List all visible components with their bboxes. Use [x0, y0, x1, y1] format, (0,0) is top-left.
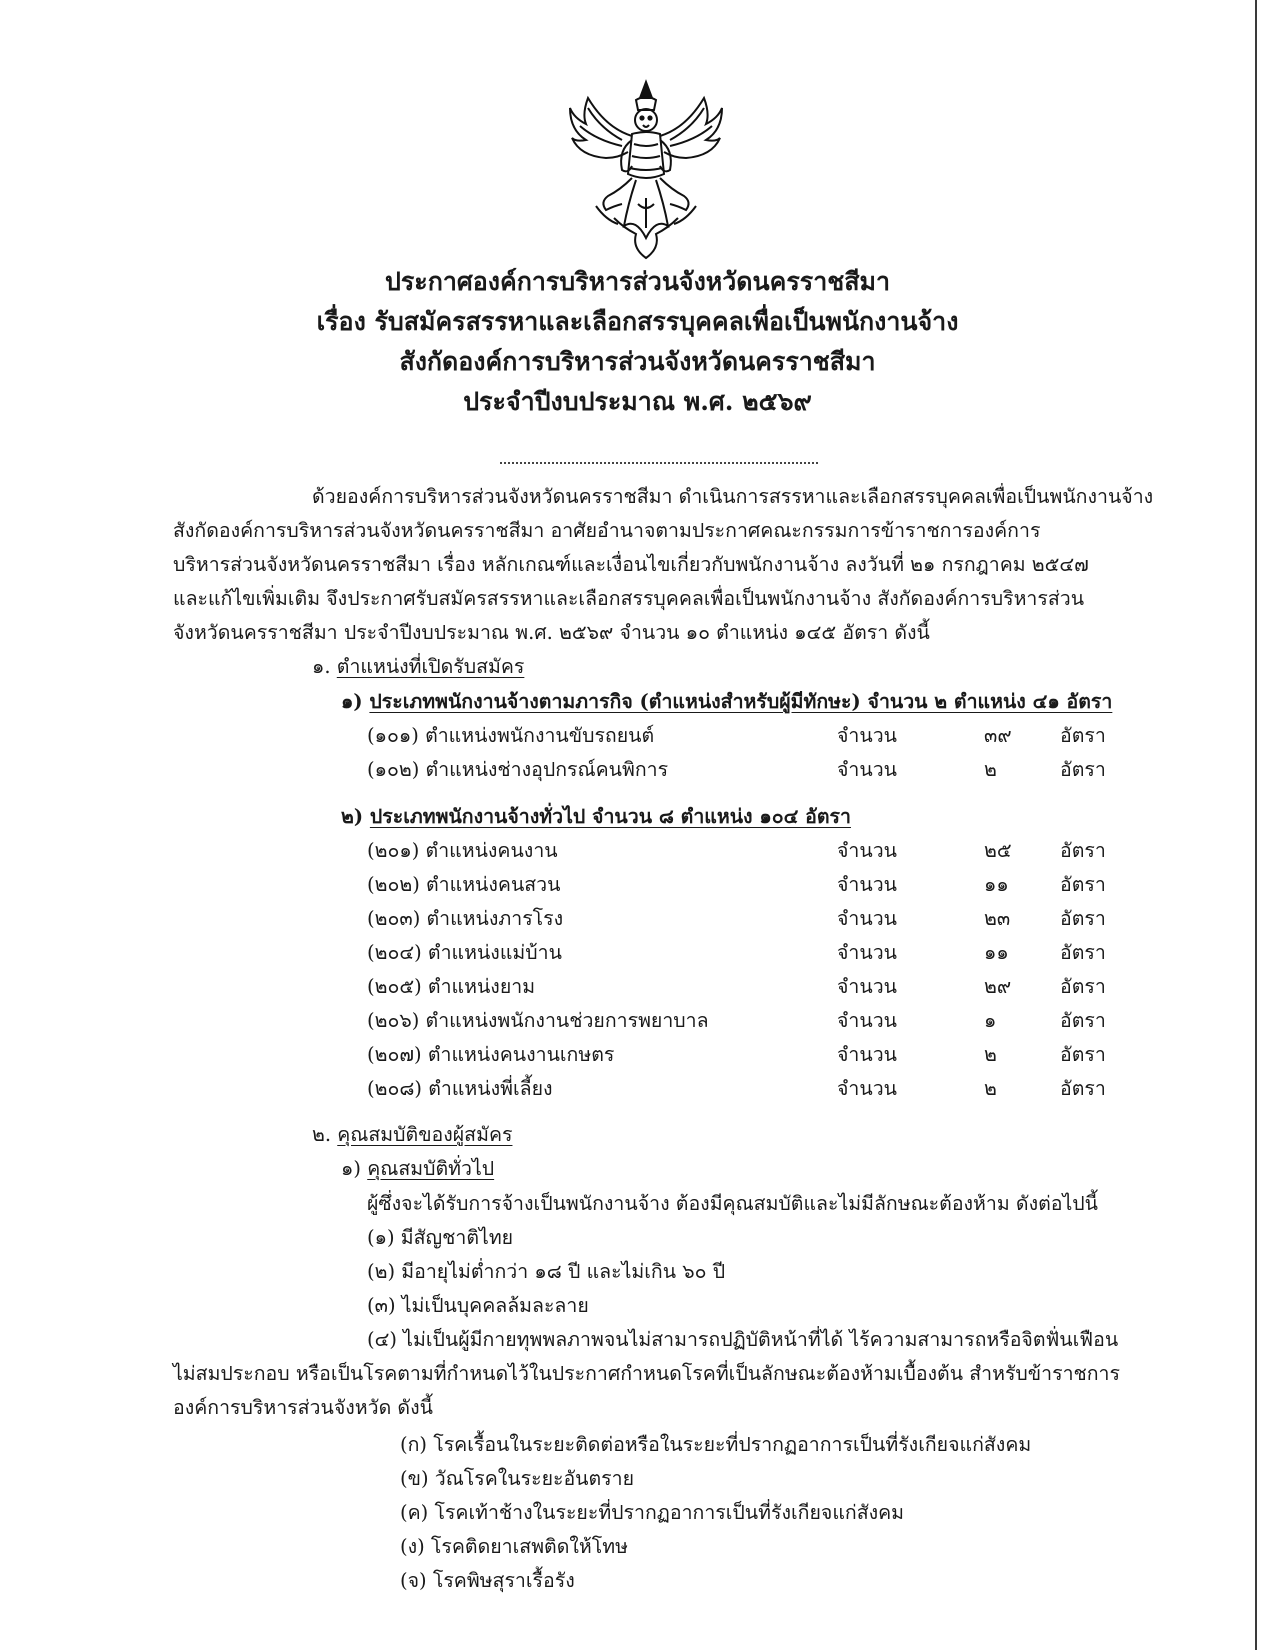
- group-1-heading: [341, 685, 1112, 719]
- position-unit-label: จำนวน: [837, 975, 897, 998]
- scan-edge-line: [1255, 0, 1257, 1650]
- group-2-heading: [341, 800, 851, 834]
- qualification-item-4-line-3: องค์การบริหารส่วนจังหวัด ดังนี้: [173, 1396, 433, 1419]
- position-count: ๒๙: [984, 975, 1012, 998]
- qualification-lead: ผู้ซึ่งจะได้รับการจ้างเป็นพนักงานจ้าง ต้องมีคุณสมบัติและไม่มีลักษณะต้องห้าม ดังต่อไปนี้: [367, 1192, 1098, 1215]
- position-count: ๒๕: [984, 839, 1012, 862]
- disease-item: (จ) โรคพิษสุราเรื้อรัง: [400, 1569, 575, 1592]
- announcement-subject: เรื่อง รับสมัครสรรหาและเลือกสรรบุคคลเพื่อเป็นพนักงานจ้าง: [316, 307, 959, 336]
- position-unit-label: จำนวน: [837, 873, 897, 896]
- position-name: (๑๐๑) ตำแหน่งพนักงานขับรถยนต์: [367, 724, 655, 747]
- position-name: (๒๐๘) ตำแหน่งพี่เลี้ยง: [367, 1077, 553, 1100]
- intro-line-4: และแก้ไขเพิ่มเติม จึงประกาศรับสมัครสรรหาและเลือกสรรบุคคลเพื่อเป็นพนักงานจ้าง สังกัดองค์การบริหารส่วน: [173, 587, 1085, 610]
- qualification-item-4-line-2: ไม่สมประกอบ หรือเป็นโรคตามที่กำหนดไว้ในประกาศกำหนดโรคที่เป็นลักษณะต้องห้ามเบื้องต้น สำหรับข้าราชการ: [173, 1362, 1120, 1385]
- position-name: (๒๐๓) ตำแหน่งภารโรง: [367, 907, 564, 930]
- qualification-item: (๓) ไม่เป็นบุคคลล้มละลาย: [367, 1294, 589, 1317]
- intro-line-3: บริหารส่วนจังหวัดนครราชสีมา เรื่อง หลักเกณฑ์และเงื่อนไขเกี่ยวกับพนักงานจ้าง ลงวันที่ ๒๑ กรกฎาคม ๒๕๔๗: [173, 553, 1089, 576]
- section-1-title: ตำแหน่งที่เปิดรับสมัคร: [336, 655, 525, 678]
- disease-item: (ข) วัณโรคในระยะอันตราย: [400, 1467, 635, 1490]
- position-rate-label: อัตรา: [1060, 839, 1106, 862]
- position-rate-label: อัตรา: [1060, 1009, 1106, 1032]
- intro-line-2: สังกัดองค์การบริหารส่วนจังหวัดนครราชสีมา อาศัยอำนาจตามประกาศคณะกรรมการข้าราชการองค์การ: [173, 519, 1041, 542]
- position-name: (๒๐๕) ตำแหน่งยาม: [367, 975, 536, 998]
- position-unit-label: จำนวน: [837, 724, 897, 747]
- group-1-title: ประเภทพนักงานจ้างตามภารกิจ (ตำแหน่งสำหรับผู้มีทักษะ) จำนวน ๒ ตำแหน่ง ๔๑ อัตรา: [369, 690, 1113, 713]
- disease-item: (ค) โรคเท้าช้างในระยะที่ปรากฏอาการเป็นที่รังเกียจแก่สังคม: [400, 1501, 905, 1524]
- position-unit-label: จำนวน: [837, 1077, 897, 1100]
- position-rate-label: อัตรา: [1060, 941, 1106, 964]
- position-rate-label: อัตรา: [1060, 873, 1106, 896]
- disease-item: (ง) โรคติดยาเสพติดให้โทษ: [400, 1535, 628, 1558]
- position-unit-label: จำนวน: [837, 907, 897, 930]
- section-1-number: ๑.: [312, 655, 331, 678]
- qualification-item: (๑) มีสัญชาติไทย: [367, 1226, 514, 1249]
- subsection-heading: [341, 1152, 494, 1186]
- intro-line-1: ด้วยองค์การบริหารส่วนจังหวัดนครราชสีมา ดำเนินการสรรหาและเลือกสรรบุคคลเพื่อเป็นพนักงานจ้าง: [312, 485, 1154, 508]
- position-count: ๑๑: [984, 873, 1009, 896]
- position-count: ๒: [984, 1043, 997, 1066]
- group-2-number: ๒): [341, 805, 364, 828]
- position-unit-label: จำนวน: [837, 1043, 897, 1066]
- position-rate-label: อัตรา: [1060, 1077, 1106, 1100]
- qualification-item-4-line-1: (๔) ไม่เป็นผู้มีกายทุพพลภาพจนไม่สามารถปฏิบัติหน้าที่ได้ ไร้ความสามารถหรือจิตฟั่นเฟือน: [367, 1328, 1119, 1351]
- subsection-number: ๑): [341, 1157, 361, 1180]
- position-rate-label: อัตรา: [1060, 724, 1106, 747]
- position-name: (๑๐๒) ตำแหน่งช่างอุปกรณ์คนพิการ: [367, 758, 669, 781]
- announcement-title: ประกาศองค์การบริหารส่วนจังหวัดนครราชสีมา: [384, 267, 890, 296]
- position-name: (๒๐๑) ตำแหน่งคนงาน: [367, 839, 558, 862]
- position-rate-label: อัตรา: [1060, 758, 1106, 781]
- section-2-number: ๒.: [312, 1123, 332, 1146]
- section-2-heading: [312, 1118, 512, 1152]
- position-unit-label: จำนวน: [837, 839, 897, 862]
- disease-item: (ก) โรคเรื้อนในระยะติดต่อหรือในระยะที่ปรากฏอาการเป็นที่รังเกียจแก่สังคม: [400, 1433, 1032, 1456]
- subsection-title: คุณสมบัติทั่วไป: [367, 1157, 495, 1180]
- position-name: (๒๐๗) ตำแหน่งคนงานเกษตร: [367, 1043, 615, 1066]
- position-count: ๑: [984, 1009, 997, 1032]
- announcement-affiliation: สังกัดองค์การบริหารส่วนจังหวัดนครราชสีมา: [399, 347, 876, 376]
- position-unit-label: จำนวน: [837, 1009, 897, 1032]
- qualification-item: (๒) มีอายุไม่ต่ำกว่า ๑๘ ปี และไม่เกิน ๖๐ ปี: [367, 1260, 726, 1283]
- section-1-heading: [312, 650, 524, 684]
- position-unit-label: จำนวน: [837, 941, 897, 964]
- position-count: ๒: [984, 758, 997, 781]
- position-count: ๒๓: [984, 907, 1011, 930]
- dotted-separator: [500, 462, 818, 464]
- position-rate-label: อัตรา: [1060, 975, 1106, 998]
- position-unit-label: จำนวน: [837, 758, 897, 781]
- position-name: (๒๐๖) ตำแหน่งพนักงานช่วยการพยาบาล: [367, 1009, 709, 1032]
- section-2-title: คุณสมบัติของผู้สมัคร: [337, 1123, 513, 1146]
- position-name: (๒๐๔) ตำแหน่งแม่บ้าน: [367, 941, 562, 964]
- position-count: ๒: [984, 1077, 997, 1100]
- garuda-emblem: [566, 78, 726, 263]
- position-name: (๒๐๒) ตำแหน่งคนสวน: [367, 873, 561, 896]
- group-2-title: ประเภทพนักงานจ้างทั่วไป จำนวน ๘ ตำแหน่ง ๑๐๔ อัตรา: [369, 805, 851, 828]
- position-rate-label: อัตรา: [1060, 1043, 1106, 1066]
- position-rate-label: อัตรา: [1060, 907, 1106, 930]
- position-count: ๓๙: [984, 724, 1012, 747]
- intro-line-5: จังหวัดนครราชสีมา ประจำปีงบประมาณ พ.ศ. ๒๕๖๙ จำนวน ๑๐ ตำแหน่ง ๑๔๕ อัตรา ดังนี้: [173, 621, 930, 644]
- group-1-number: ๑): [341, 690, 363, 713]
- announcement-fiscal-year: ประจำปีงบประมาณ พ.ศ. ๒๕๖๙: [463, 387, 812, 416]
- position-count: ๑๑: [984, 941, 1009, 964]
